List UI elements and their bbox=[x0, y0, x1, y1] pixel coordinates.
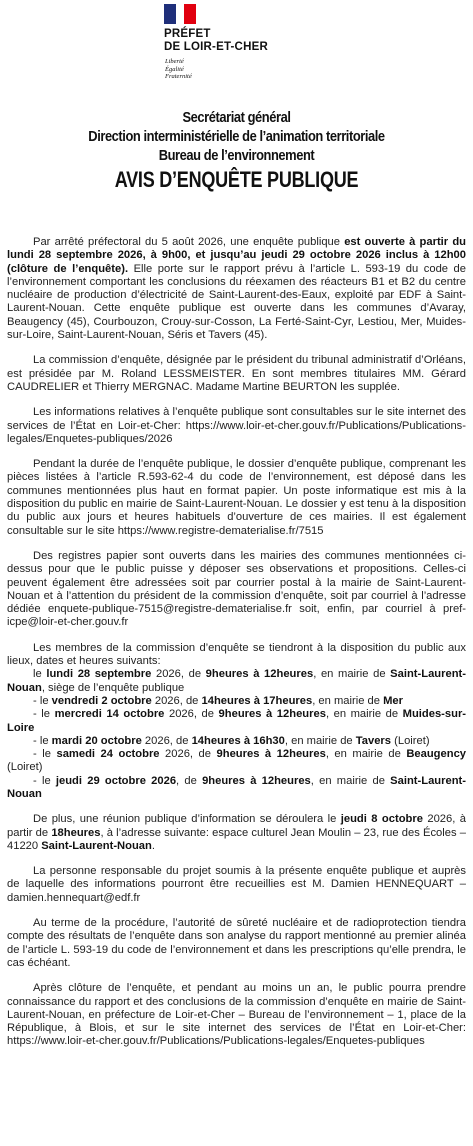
prefecture-name: PRÉFET DE LOIR-ET-CHER bbox=[164, 28, 268, 53]
paragraph-9: Au terme de la procédure, l’autorité de sûreté nucléaire et de radioprotection tiendra compte des résultats de l’enquête dans son analyse du rapport mentionné au premier alinéa de l’article L. 593-19 du code de l’environnement et dans les prescriptions qu’elle prendra, le cas échéant. bbox=[7, 917, 466, 969]
schedule-item: - le vendredi 2 octobre 2026, de 14heures à 17heures, en mairie de Mer bbox=[33, 694, 404, 707]
schedule-item: - le mardi 20 octobre 2026, de 14heures à 16h30, en mairie de Tavers (Loiret) bbox=[33, 734, 430, 747]
title-secretariat: Secrétariat général bbox=[182, 109, 291, 126]
title-direction: Direction interministérielle de l’animation territoriale bbox=[88, 128, 385, 145]
marianne-logo bbox=[164, 4, 196, 24]
schedule-item: le lundi 28 septembre 2026, de 9heures à 12heures, en mairie de Saint-Laurent-Nouan, siège de l’enquête publique bbox=[7, 668, 466, 694]
header bbox=[0, 0, 473, 108]
paragraph-8: La personne responsable du projet soumis à la présente enquête publique et auprès de laquelle des informations pourront être recueillies est M. Damien HENNEQUART – damien.hennequart@edf.fr bbox=[7, 865, 466, 904]
paragraph-4: Pendant la durée de l’enquête publique, le dossier d’enquête publique, comprenant les pièces listées à l’article R.593-62-4 du code de l’environnement, est déposé dans les communes mentionnées plus haut en format papier. Un poste informatique est mis à la disposition du public en mairie de Saint-Laurent-Nouan. Le dossier y est tenu à la disposition du public aux jours et heures habituels d’ouverture de ces mairies. Il est également consultable sur le site https://www.registre-dematerialise.fr/7515 bbox=[7, 458, 466, 537]
paragraph-10: Après clôture de l’enquête, et pendant au moins un an, le public pourra prendre connaissance du rapport et des conclusions de la commission d’enquête en mairie de Saint-Laurent-Nouan, en préfecture de Loir-et-Cher – Bureau de l’environnement – 1, place de la République, à Blois, et sur le site internet des services de l’État en Loir-et-Cher: https://www.loir-et-cher.gouv.fr/Publications/Publications-legales/Enquetes-publiques bbox=[7, 982, 466, 1048]
paragraph-1: Par arrêté préfectoral du 5 août 2026, une enquête publique est ouverte à partir du lundi 28 septembre 2026, à 9h00, et jusqu’au jeudi 29 octobre 2026 inclus à 12h00 (clôture de l’enquête). Elle porte sur le rapport prévu à l’article L. 593-19 du code de l’environnement comportant les conclusions du réexamen des réacteurs B1 et B2 du centre nucléaire de production d’électricité de Saint-Laurent-des-Eaux, exploité par EDF à Saint-Laurent-Nouan. Cette enquête publique est ouverte dans les communes d’Avaray, Beaugency (45), Courbouzon, Crouy-sur-Cosson, La Ferté-Saint-Cyr, Lestiou, Mer, Muides-sur-Loire, Saint-Laurent-Nouan, Séris et Tavers (45). bbox=[7, 236, 466, 342]
page-title: AVIS D’ENQUÊTE PUBLIQUE bbox=[114, 167, 359, 192]
schedule-item: - le samedi 24 octobre 2026, de 9heures à 12heures, en mairie de Beaugency (Loiret) bbox=[7, 748, 467, 774]
schedule-list bbox=[0, 668, 473, 801]
paragraph-3: Les informations relatives à l’enquête publique sont consultables sur le site internet des services de l’État en Loir-et-Cher: https://www.loir-et-cher.gouv.fr/Publications/Publications-legales/Enquetes-publiques/2026 bbox=[7, 406, 466, 445]
paragraph-7: De plus, une réunion publique d’information se déroulera le jeudi 8 octobre 2026, à partir de 18heures, à l’adresse suivante: espace culturel Jean Moulin – 23, rue des Écoles – 41220 Saint-Laurent-Nouan. bbox=[7, 813, 466, 852]
schedule-item: - le jeudi 29 octobre 2026, de 9heures à 12heures, en mairie de Saint-Laurent-Nouan bbox=[7, 774, 466, 800]
paragraph-2: La commission d’enquête, désignée par le président du tribunal administratif d’Orléans, est présidée par M. Roland LESSMEISTER. En sont membres titulaires MM. Gérard CAUDRELIER et Thierry MERGNAC. Madame Martine BEURTON les supplée. bbox=[7, 354, 466, 393]
titles-block bbox=[0, 108, 473, 192]
paragraph-6-intro: Les membres de la commission d’enquête se tiendront à la disposition du public aux lieux, dates et heures suivants: bbox=[7, 641, 466, 668]
republic-motto: Liberté Égalité Fraternité bbox=[165, 58, 192, 80]
schedule-item: - le mercredi 14 octobre 2026, de 9heures à 12heures, en mairie de Muides-sur-Loire bbox=[7, 708, 467, 734]
notice-body bbox=[0, 236, 473, 1049]
title-bureau: Bureau de l’environnement bbox=[158, 147, 315, 164]
paragraph-5: Des registres papier sont ouverts dans les mairies des communes mentionnées ci-dessus pour que le public puisse y déposer ses observations et propositions. Celles-ci peuvent également être adressées soit par courrier postal à la mairie de Saint-Laurent-Nouan et à l’attention du président de la commission d’enquête, soit par courriel à l’adresse dédiée enquete-publique-7515@registre-dematerialise.fr soit, enfin, par courriel à pref-icpe@loir-et-cher.gouv.fr bbox=[7, 549, 466, 629]
